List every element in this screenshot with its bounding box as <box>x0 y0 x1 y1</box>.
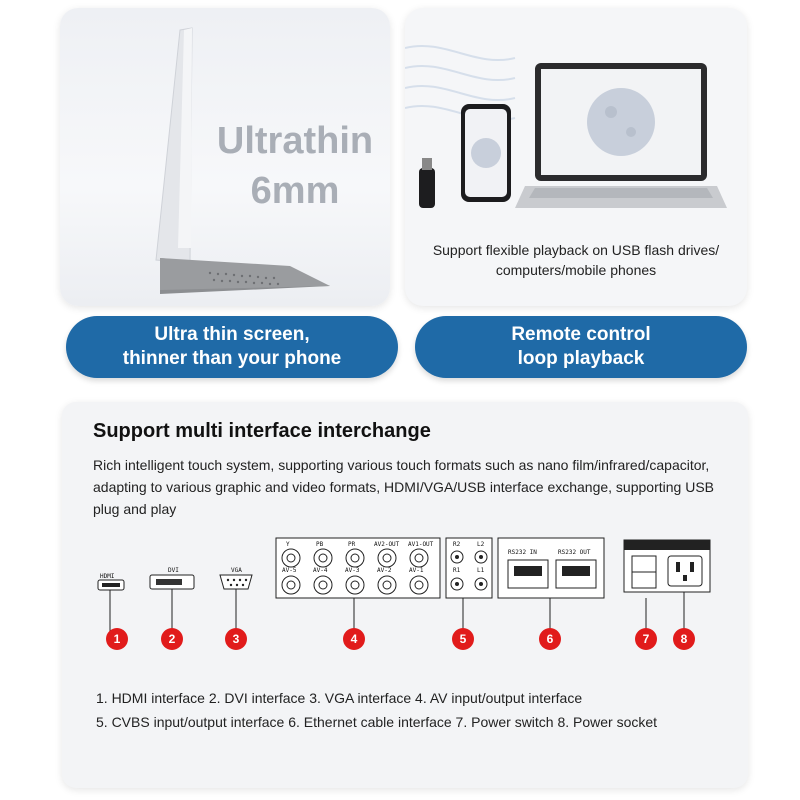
marker-8: 8 <box>673 628 695 650</box>
thin-screen-pill <box>66 316 398 378</box>
remote-control-pill-line2: loop playback <box>517 348 645 369</box>
interfaces-title: Support multi interface interchange <box>93 420 431 442</box>
dvi-port-icon <box>150 567 194 589</box>
thin-screen-pill-line2: thinner than your phone <box>122 348 342 369</box>
ultrathin-feature-card <box>60 8 390 306</box>
av-bottom-label: AV-5 <box>282 567 297 574</box>
rs232-label: RS232 OUT <box>558 549 591 556</box>
interfaces-description: Rich intelligent touch system, supporting various touch formats such as nano film/infrared/capacitor, adapting to various graphic and video formats, HDMI/VGA/USB interface exchange, supporting USB plug and play <box>93 457 714 517</box>
marker-4: 4 <box>343 628 365 650</box>
marker-2: 2 <box>161 628 183 650</box>
marker-7: 7 <box>635 628 657 650</box>
rs232-label: RS232 IN <box>508 549 537 556</box>
power-ports-icon <box>624 540 710 592</box>
av-bottom-label: AV-1 <box>409 567 424 574</box>
marker-3: 3 <box>225 628 247 650</box>
remote-control-pill-line1: Remote control <box>511 324 651 345</box>
av-connector-core <box>319 554 327 562</box>
av-connector-core <box>287 581 295 589</box>
av-ports-icon <box>276 538 440 598</box>
interfaces-legend-line1: 1. HDMI interface 2. DVI interface 3. VGA interface 4. AV input/output interface <box>96 690 583 706</box>
playback-feature-card <box>405 8 747 306</box>
ultrathin-heading-line2: 6mm <box>250 170 340 212</box>
av-connector-core <box>319 581 327 589</box>
thin-screen-pill-line1: Ultra thin screen, <box>154 324 310 345</box>
ultrathin-heading-line1: Ultrathin <box>216 120 374 162</box>
av-connector-core <box>415 554 423 562</box>
ethernet-ports-icon <box>498 538 604 598</box>
audio-label: L2 <box>477 541 485 548</box>
marker-1: 1 <box>106 628 128 650</box>
marker-6: 6 <box>539 628 561 650</box>
av-bottom-label: AV-3 <box>345 567 360 574</box>
av-top-label: AV1-OUT <box>408 541 434 548</box>
audio-label: R1 <box>453 567 461 574</box>
remote-control-pill <box>415 316 747 378</box>
playback-caption-line1: Support flexible playback on USB flash drives/ <box>432 242 720 258</box>
hdmi-port-icon <box>98 573 124 590</box>
audio-label: L1 <box>477 567 485 574</box>
hdmi-label: HDMI <box>100 573 115 580</box>
cvbs-ports-icon <box>446 538 492 598</box>
interfaces-panel <box>62 402 748 788</box>
av-connector-core <box>383 554 391 562</box>
interfaces-legend-line2: 5. CVBS input/output interface 6. Ethernet cable interface 7. Power switch 8. Power socket <box>96 714 658 730</box>
dvi-label: DVI <box>168 567 179 574</box>
av-connector-core <box>351 581 359 589</box>
playback-caption-line2: computers/mobile phones <box>495 262 657 278</box>
vga-port-icon <box>220 567 252 589</box>
av-top-label: PR <box>348 541 356 548</box>
av-connector-core <box>415 581 423 589</box>
marker-5: 5 <box>452 628 474 650</box>
audio-label: R2 <box>453 541 461 548</box>
devices-illustration <box>405 8 747 238</box>
av-bottom-label: AV-4 <box>313 567 328 574</box>
av-top-label: Y <box>286 541 290 548</box>
av-top-label: PB <box>316 541 324 548</box>
av-connector-core <box>287 554 295 562</box>
vga-label: VGA <box>231 567 242 574</box>
av-connector-core <box>351 554 359 562</box>
ultrathin-heading <box>205 116 385 216</box>
playback-caption <box>405 240 747 280</box>
av-top-label: AV2-OUT <box>374 541 400 548</box>
av-bottom-label: AV-2 <box>377 567 392 574</box>
av-connector-core <box>383 581 391 589</box>
